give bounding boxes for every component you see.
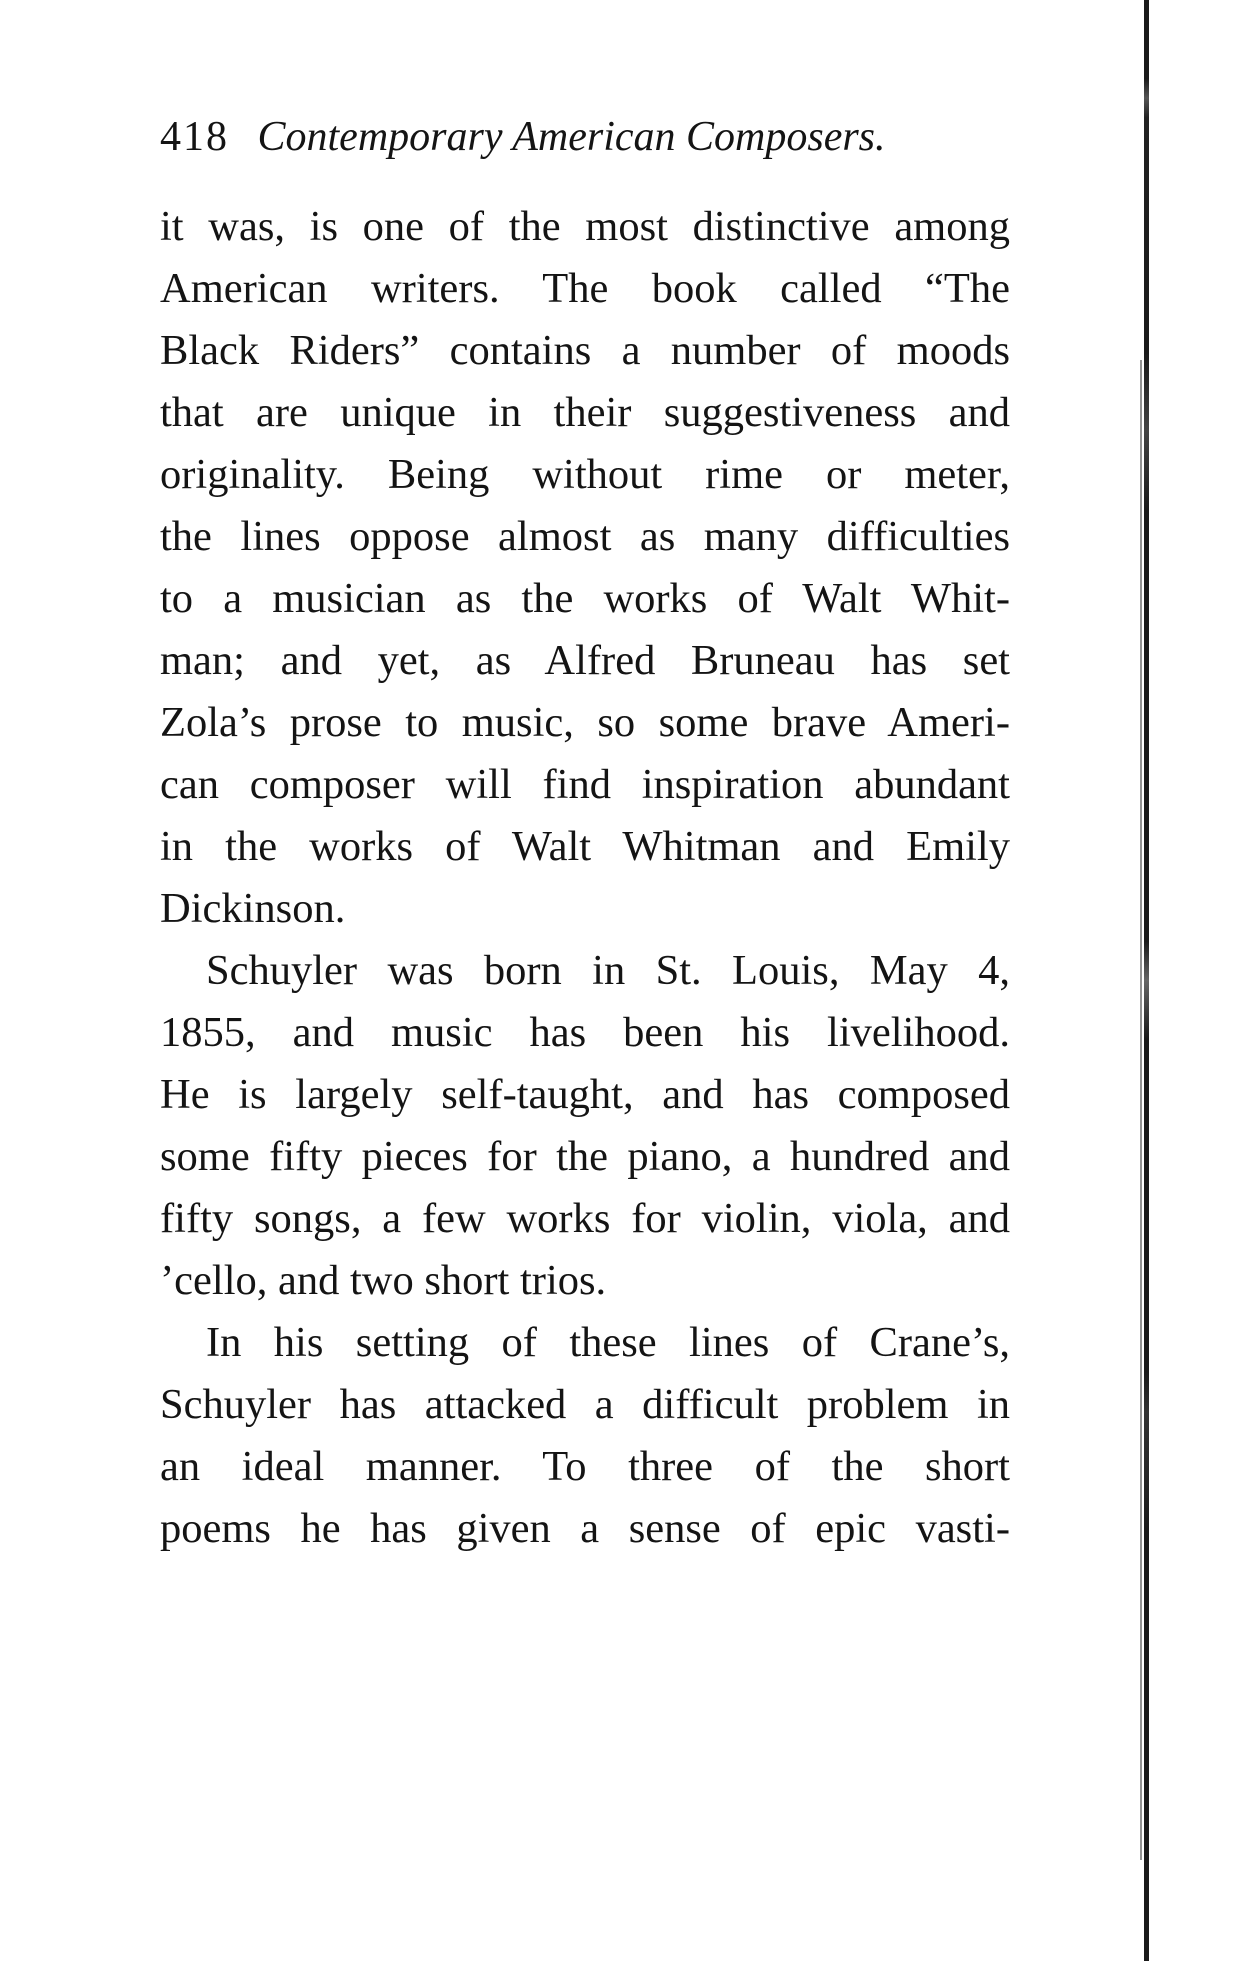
text-line: it was, is one of the most distinctive among (160, 203, 1010, 250)
text-line: Dickinson. (160, 885, 346, 932)
text-line: He is largely self-taught, and has composed (160, 1071, 1010, 1118)
text-line: that are unique in their suggestiveness and (160, 389, 1010, 436)
text-line: the lines oppose almost as many difficulties (160, 513, 1010, 560)
text-line: American writers. The book called “The (160, 265, 1010, 312)
text-line: ’cello, and two short trios. (160, 1257, 607, 1304)
text-line: poems he has given a sense of epic vasti- (160, 1505, 1010, 1552)
text-line: some fifty pieces for the piano, a hundred and (160, 1133, 1010, 1180)
body-text (160, 196, 1010, 1560)
running-header (160, 112, 886, 162)
text-line: fifty songs, a few works for violin, viola, and (160, 1195, 1010, 1242)
text-line: 1855, and music has been his livelihood. (160, 1009, 1010, 1056)
text-line: Schuyler was born in St. Louis, May 4, (206, 947, 1010, 994)
text-line: In his setting of these lines of Crane’s, (206, 1319, 1010, 1366)
running-title: Contemporary American Composers. (257, 114, 886, 160)
page-number: 418 (160, 114, 229, 160)
text-line: originality. Being without rime or meter, (160, 451, 1010, 498)
page-edge-shadow (1140, 360, 1142, 1860)
text-line: Black Riders” contains a number of moods (160, 327, 1010, 374)
text-line: an ideal manner. To three of the short (160, 1443, 1010, 1490)
text-line: man; and yet, as Alfred Bruneau has set (160, 637, 1010, 684)
text-line: to a musician as the works of Walt Whit- (160, 575, 1010, 622)
text-line: in the works of Walt Whitman and Emily (160, 823, 1010, 870)
text-line: Zola’s prose to music, so some brave Ameri- (160, 699, 1010, 746)
page-edge-binding (1144, 0, 1149, 1961)
text-line: Schuyler has attacked a difficult problem in (160, 1381, 1010, 1428)
text-line: can composer will find inspiration abundant (160, 761, 1010, 808)
